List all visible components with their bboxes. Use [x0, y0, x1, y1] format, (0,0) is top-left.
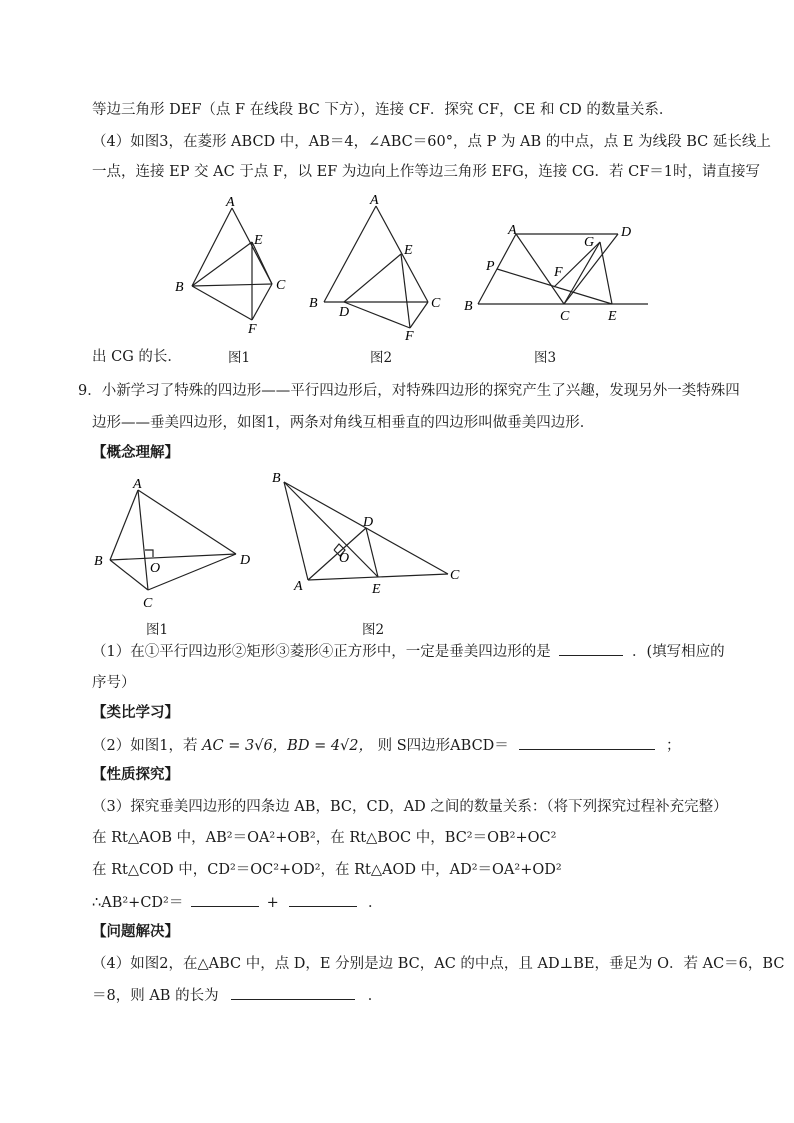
q9-part3-line3: 在 Rt△COD 中，CD²＝OC²+OD²，在 Rt△AOD 中，AD²＝OA²+OD²	[92, 862, 562, 878]
q9-part1-text: （1）在①平行四边形②矩形③菱形④正方形中，一定是垂美四边形的是	[92, 644, 551, 660]
fig3-label-a: A	[508, 223, 517, 238]
q9-part4-end: ．	[367, 988, 383, 1004]
q9-fig1-caption: 图1	[146, 622, 169, 638]
q9-figure-1	[88, 472, 268, 617]
fig1-label-b: B	[175, 280, 184, 295]
q9-part1-line2: 序号）	[92, 675, 136, 691]
q9-intro-1: 9．小新学习了特殊的四边形——平行四边形后，对特殊四边形的探究产生了兴趣，发现另外一类特殊四	[78, 383, 740, 399]
fig3-label-b: B	[464, 299, 473, 314]
fig1-label-a: A	[226, 195, 235, 210]
section-analogy: 【类比学习】	[92, 704, 179, 721]
q9-part4-line1: （4）如图2，在△ABC 中，点 D，E 分别是边 BC，AC 的中点，且 AD⊥BE，垂足为 O．若 AC＝6，BC	[92, 956, 785, 972]
section-concept: 【概念理解】	[92, 444, 179, 461]
q9-fig2-caption: 图2	[362, 622, 385, 638]
q9-fig1-label-d: D	[240, 553, 251, 568]
q9-part2-answer-blank[interactable]	[519, 735, 655, 750]
q9-part2-line	[92, 735, 681, 756]
q8-figure-1	[170, 192, 300, 342]
q9-part2-formula: AC = 3√6，BD = 4√2，	[202, 738, 374, 754]
q9-part2-rest: 则 S四边形ABCD＝	[377, 738, 509, 754]
fig1-label-e: E	[254, 233, 263, 248]
q9-fig2-label-a: A	[294, 579, 303, 594]
q9-fig2-label-o: O	[339, 551, 350, 566]
q8-line-3: 一点，连接 EP 交 AC 于点 F，以 EF 为边向上作等边三角形 EFG，连接 CG．若 CF＝1时，请直接写	[92, 164, 760, 180]
q8-fig2-caption: 图2	[370, 350, 393, 366]
section-solve: 【问题解决】	[92, 923, 179, 940]
q9-fig1-label-c: C	[143, 596, 153, 611]
fig2-label-a: A	[370, 193, 379, 208]
q8-line-1: 等边三角形 DEF（点 F 在线段 BC 下方），连接 CF．探究 CF，CE 和 CD 的数量关系．	[92, 102, 674, 118]
fig3-label-e: E	[608, 309, 617, 324]
q9-part3-line4	[92, 892, 382, 913]
fig1-label-f: F	[248, 322, 257, 337]
q9-fig2-label-c: C	[450, 568, 460, 583]
q9-fig2-label-e: E	[372, 582, 381, 597]
q9-part1-text-end: ．(填写相应的	[631, 644, 725, 660]
q9-part3-line1: （3）探究垂美四边形的四条边 AB，BC，CD，AD 之间的数量关系：（将下列探究过程补充完整）	[92, 799, 728, 815]
q9-part3-prefix: ∴AB²+CD²＝	[92, 895, 184, 911]
fig2-label-d: D	[339, 305, 350, 320]
q8-figure-2	[304, 192, 454, 342]
fig2-label-e: E	[404, 243, 413, 258]
q8-line-4: 出 CG 的长．	[92, 349, 182, 365]
q9-fig1-label-o: O	[150, 561, 161, 576]
fig3-label-g: G	[584, 235, 595, 250]
q9-part3-blank-1[interactable]	[191, 892, 259, 907]
q8-figure-3	[458, 220, 658, 324]
q9-part4-line2	[92, 985, 382, 1006]
q9-part1-line1	[92, 641, 725, 662]
fig3-label-d: D	[621, 225, 632, 240]
q9-figure-2	[268, 468, 468, 598]
q9-intro-2: 边形——垂美四边形，如图1，两条对角线互相垂直的四边形叫做垂美四边形．	[92, 415, 595, 431]
q9-part4-prefix: ＝8，则 AB 的长为	[92, 988, 219, 1004]
q9-part2-end: ；	[666, 738, 681, 754]
q9-part3-plus: +	[266, 895, 279, 911]
fig1-label-c: C	[276, 278, 286, 293]
q9-part3-line2: 在 Rt△AOB 中，AB²＝OA²+OB²，在 Rt△BOC 中，BC²＝OB²+OC²	[92, 830, 557, 846]
q9-part3-blank-2[interactable]	[289, 892, 357, 907]
fig2-label-b: B	[309, 296, 318, 311]
q8-line-2: （4）如图3，在菱形 ABCD 中，AB＝4，∠ABC＝60°，点 P 为 AB 的中点，点 E 为线段 BC 延长线上	[92, 134, 771, 150]
q9-fig2-label-b: B	[272, 471, 281, 486]
q9-part1-answer-blank[interactable]	[559, 641, 623, 656]
q9-fig2-label-d: D	[363, 515, 374, 530]
q9-part4-answer-blank[interactable]	[231, 985, 355, 1000]
q9-fig1-label-a: A	[133, 477, 142, 492]
q8-fig1-caption: 图1	[228, 350, 251, 366]
fig2-label-c: C	[431, 296, 441, 311]
q9-fig1-label-b: B	[94, 554, 103, 569]
fig3-label-f: F	[554, 265, 563, 280]
q9-part2-prefix: （2）如图1，若	[92, 738, 198, 754]
q8-fig3-caption: 图3	[534, 350, 557, 366]
q9-part3-end: ．	[367, 895, 383, 911]
section-property: 【性质探究】	[92, 766, 179, 783]
fig3-label-c: C	[560, 309, 570, 324]
fig2-label-f: F	[405, 329, 414, 342]
fig3-label-p: P	[486, 259, 495, 274]
